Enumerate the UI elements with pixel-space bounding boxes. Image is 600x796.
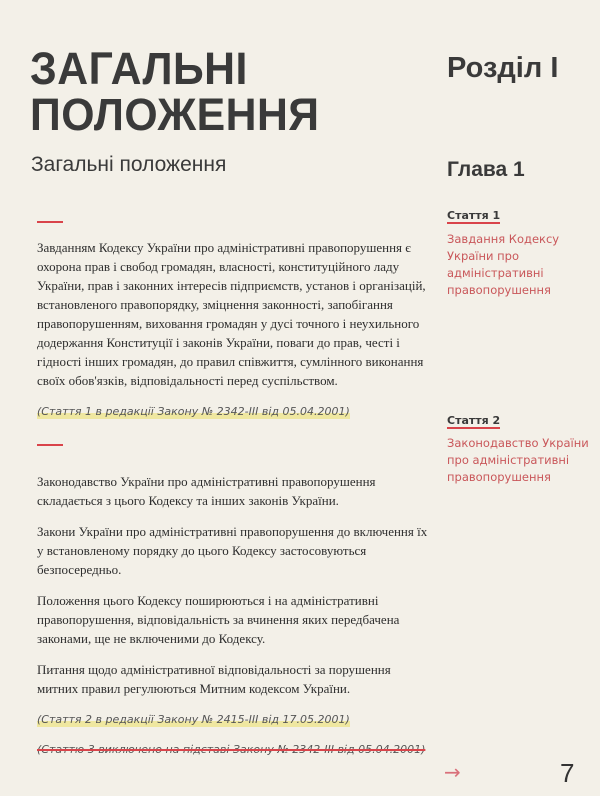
title-line: ПОЛОЖЕННЯ: [30, 89, 320, 140]
divider: [37, 444, 63, 446]
divider: [37, 221, 63, 223]
title-line: ЗАГАЛЬНІ: [30, 43, 248, 94]
article2-note: (Стаття 2 в редакції Закону № 2415-III від 17.05.2001): [37, 713, 350, 726]
paragraph: Положення цього Кодексу поширюються і на адміністративні правопорушення, відповідальність за вчинення яких передбачена законами, ще не включеними до Кодексу.: [37, 593, 400, 646]
article1-note: (Стаття 1 в редакції Закону № 2342-III від 05.04.2001): [37, 405, 350, 418]
arrow-right-icon: →: [444, 760, 461, 784]
paragraph: Законодавство України про адміністративні правопорушення складається з цього Кодексу та інших законів України.: [37, 474, 376, 508]
paragraph: Завданням Кодексу України про адміністративні правопорушення є охорона прав і свобод громадян, власності, конституційного ладу України, прав і законних інтересів підприємств, установ і організацій, встановленого правопорядку, зміцнення законності, запобігання правопорушенням, виховання громадян у дусі точного і неухильного додержання Конституції і законів України, поваги до прав, честі і гідності інших громадян, до правил співжиття, сумлінного виконання своїх обов'язків, відповідальності перед суспільством.: [37, 240, 426, 388]
paragraph: Закони України про адміністративні правопорушення до включення їх у встановленому порядку до цього Кодексу застосовуються безпосередньо.: [37, 524, 428, 577]
article1-label: Стаття 1: [447, 209, 501, 222]
article2-title: Законодавство України про адміністративні правопорушення: [447, 436, 589, 484]
article2-text: [37, 472, 429, 698]
article2-label: Стаття 2: [447, 414, 501, 427]
paragraph: Питання щодо адміністративної відповідальності за порушення митних правил регулюються Митним кодексом України.: [37, 662, 391, 696]
page-number: 7: [560, 758, 575, 788]
article1-text: [37, 238, 429, 390]
article1-title: Завдання Кодексу України про адміністративні правопорушення: [447, 232, 560, 297]
section-heading: Розділ І: [447, 52, 559, 84]
main-column: [37, 221, 429, 758]
page-title: [30, 43, 320, 140]
chapter-heading: Глава 1: [447, 158, 525, 181]
article3-note-struck: (Статтю 3 виключено на підставі Закону № 2342-III від 05.04.2001): [37, 743, 426, 756]
subtitle: Загальні положення: [31, 153, 227, 176]
